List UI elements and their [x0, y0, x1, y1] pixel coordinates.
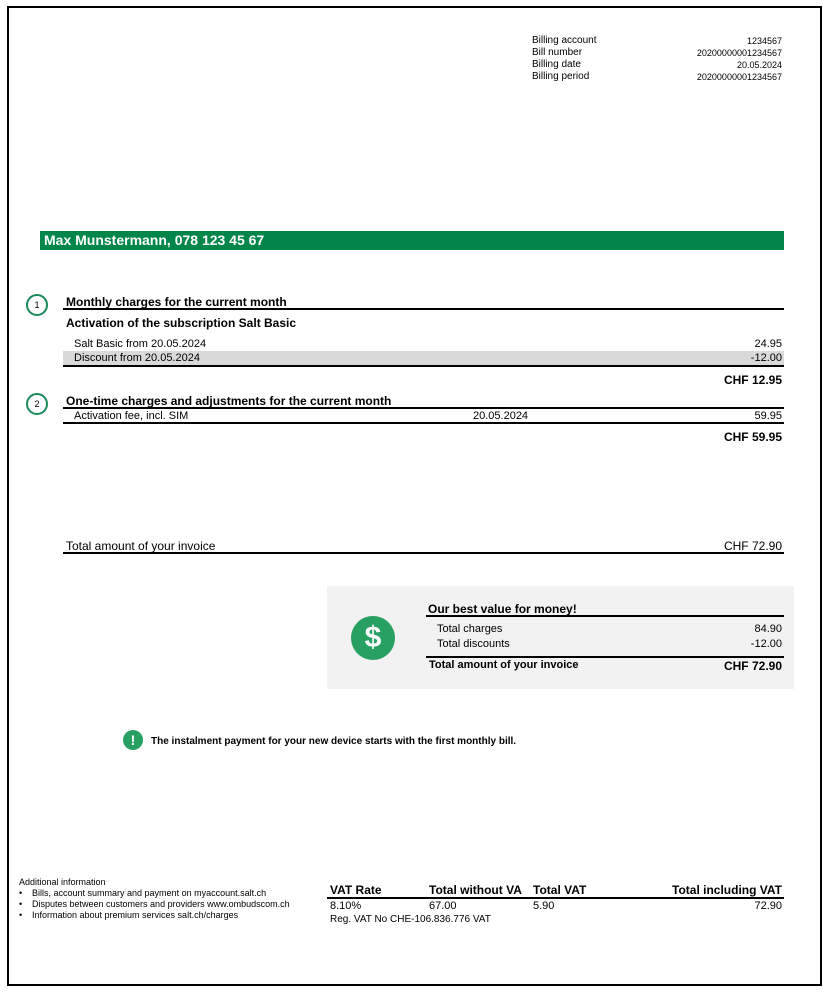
section-2-title: One-time charges and adjustments for the current month	[66, 394, 392, 408]
invoice-total-amount: CHF 72.90	[723, 539, 782, 553]
billing-period-label: Billing period	[532, 71, 590, 82]
summary-total-label: Total amount of your invoice	[429, 659, 579, 671]
summary-row	[426, 638, 784, 652]
summary-total-amount: CHF 72.90	[723, 659, 782, 673]
summary-title-line	[426, 615, 784, 617]
customer-banner: Max Munstermann, 078 123 45 67	[40, 231, 784, 250]
billing-period-value: 20200000001234567	[696, 72, 782, 82]
summary-row-label: Total charges	[437, 623, 503, 635]
vat-registration: Reg. VAT No CHE-106.836.776 VAT	[330, 914, 491, 925]
line-item	[63, 409, 784, 423]
line-item-label: Activation fee, incl. SIM	[74, 410, 189, 422]
summary-title: Our best value for money!	[428, 602, 577, 616]
bill-number-label: Bill number	[532, 47, 583, 58]
summary-row-amount: 84.90	[754, 623, 782, 635]
section-1-divider	[63, 308, 784, 310]
section-2-subtotal: CHF 59.95	[723, 430, 782, 444]
section-2-number: 2	[26, 393, 48, 415]
instalment-notice: The instalment payment for your new device starts with the first monthly bill.	[151, 736, 517, 747]
vat-value-vat: 5.90	[533, 900, 555, 912]
billing-date-label: Billing date	[532, 59, 581, 70]
line-item-amount: 59.95	[754, 410, 782, 422]
vat-header-rate: VAT Rate	[330, 883, 382, 897]
vat-header-including: Total including VAT	[672, 883, 782, 897]
summary-total-line	[426, 656, 784, 658]
line-item-label: Salt Basic from 20.05.2024	[74, 338, 207, 350]
vat-header-vat: Total VAT	[533, 883, 587, 897]
line-item	[63, 337, 784, 351]
billing-account-label: Billing account	[532, 35, 597, 46]
section-1-subtotal: CHF 12.95	[723, 373, 782, 387]
summary-row	[426, 623, 784, 637]
summary-row-label: Total discounts	[437, 638, 510, 650]
vat-value-including: 72.90	[754, 900, 782, 912]
line-item-date: 20.05.2024	[473, 410, 529, 422]
bill-number-value: 20200000001234567	[696, 48, 782, 58]
invoice-total-row	[63, 539, 784, 553]
page-frame	[7, 6, 822, 986]
billing-account-row	[532, 35, 782, 47]
section-1-subtitle: Activation of the subscription Salt Basic	[66, 316, 297, 330]
vat-value-without: 67.00	[429, 900, 457, 912]
additional-information	[19, 876, 290, 921]
summary-total-row	[426, 659, 784, 673]
line-item-amount: 24.95	[754, 338, 782, 350]
section-1-number: 1	[26, 294, 48, 316]
additional-information-title: Additional information	[19, 877, 106, 887]
billing-meta	[532, 35, 782, 83]
invoice-total-label: Total amount of your invoice	[66, 539, 216, 553]
vat-header-without: Total without VA	[429, 883, 522, 897]
vat-header-line	[327, 897, 784, 899]
section-2-bottom-line	[63, 422, 784, 424]
summary-row-amount: -12.00	[750, 638, 782, 650]
exclamation-icon: !	[123, 730, 143, 750]
list-item: • Disputes between customers and providers www.ombudscom.ch	[19, 899, 290, 910]
dollar-icon: $	[351, 616, 395, 660]
vat-value-rate: 8.10%	[330, 900, 362, 912]
billing-date-row	[532, 59, 782, 71]
billing-period-row	[532, 71, 782, 83]
list-item: • Bills, account summary and payment on myaccount.salt.ch	[19, 888, 290, 899]
bill-number-row	[532, 47, 782, 59]
additional-information-list	[19, 888, 290, 921]
list-item: • Information about premium services salt.ch/charges	[19, 910, 290, 921]
section-1-bottom-line	[63, 365, 784, 367]
invoice-total-line	[63, 552, 784, 554]
line-item-label: Discount from 20.05.2024	[74, 352, 200, 364]
line-item	[63, 351, 784, 365]
section-1-title: Monthly charges for the current month	[66, 295, 287, 309]
billing-account-value: 1234567	[746, 36, 782, 46]
line-item-amount: -12.00	[750, 352, 782, 364]
billing-date-value: 20.05.2024	[736, 60, 782, 70]
